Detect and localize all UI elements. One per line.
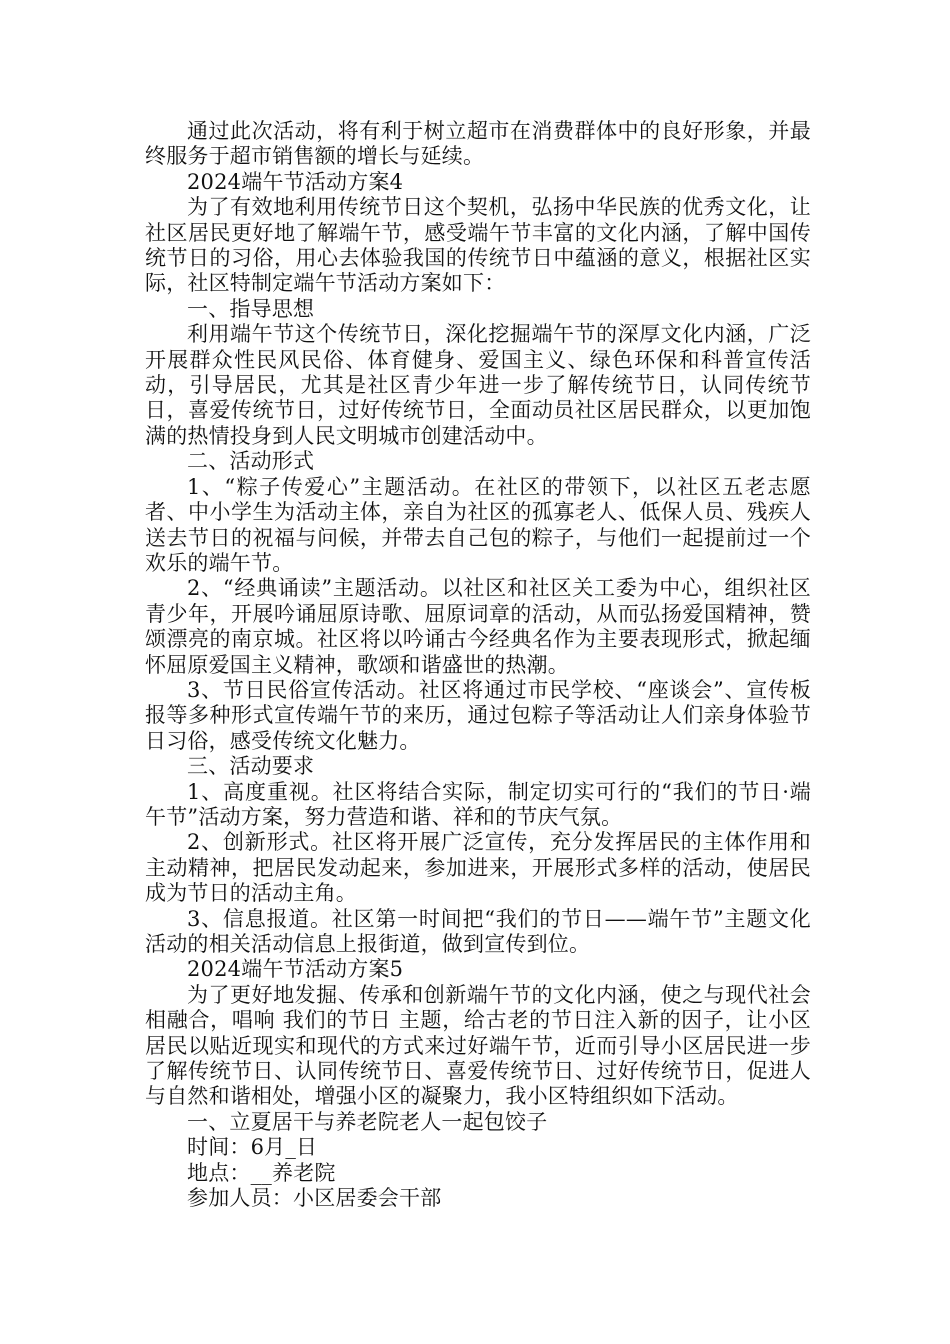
paragraph: 为了有效地利用传统节日这个契机，弘扬中华民族的优秀文化，让社区居民更好地了解端午节，感受端午节丰富的文化内涵，了解中国传统节日的习俗，用心去体验我国的传统节日中蕴涵的意义，根据社区实际，社区特制定端午节活动方案如下： <box>145 195 811 296</box>
section-heading: 三、活动要求 <box>187 754 315 779</box>
section-heading: 2024端午节活动方案4 <box>187 169 404 194</box>
section-heading: 二、活动形式 <box>187 449 315 474</box>
section-heading: 一、立夏居干与养老院老人一起包饺子 <box>187 1109 548 1134</box>
paragraph: 为了更好地发掘、传承和创新端午节的文化内涵，使之与现代社会相融合，唱响 我们的节日 主题，给古老的节日注入新的因子，让小区居民以贴近现实和现代的方式来过好端午节，近而引导小区居民进一步了解传统节日、认同传统节日、喜爱传统节日、过好传统节日，促进人与自然和谐相处，增强小区的凝聚力，我小区特组织如下活动。 <box>145 982 811 1109</box>
section-heading: 一、指导思想 <box>187 296 315 321</box>
document-page <box>145 119 811 1211</box>
paragraph: 通过此次活动，将有利于树立超市在消费群体中的良好形象，并最终服务于超市销售额的增长与延续。 <box>145 119 811 169</box>
paragraph: 1、“粽子传爱心”主题活动。在社区的带领下，以社区五老志愿者、中小学生为活动主体，亲自为社区的孤寡老人、低保人员、残疾人送去节日的祝福与问候，并带去自己包的粽子，与他们一起提前过一个欢乐的端午节。 <box>145 474 811 575</box>
paragraph: 利用端午节这个传统节日，深化挖掘端午节的深厚文化内涵，广泛开展群众性民风民俗、体育健身、爱国主义、绿色环保和科普宣传活动，引导居民，尤其是社区青少年进一步了解传统节日，认同传统节日，喜爱传统节日，过好传统节日，全面动员社区居民群众，以更加饱满的热情投身到人民文明城市创建活动中。 <box>145 322 811 448</box>
paragraph: 1、高度重视。社区将结合实际，制定切实可行的“我们的节日·端午节”活动方案，努力营造和谐、祥和的节庆气氛。 <box>145 779 811 829</box>
section-heading: 2024端午节活动方案5 <box>187 957 404 982</box>
detail-line: 时间：6月_日 <box>187 1135 318 1160</box>
detail-line: 参加人员：小区居委会干部 <box>187 1186 442 1211</box>
paragraph: 3、信息报道。社区第一时间把“我们的节日——端午节”主题文化活动的相关活动信息上报街道，做到宣传到位。 <box>145 906 811 956</box>
paragraph: 3、节日民俗宣传活动。社区将通过市民学校、“座谈会”、宣传板报等多种形式宣传端午节的来历，通过包粽子等活动让人们亲身体验节日习俗，感受传统文化魅力。 <box>145 677 811 753</box>
paragraph: 2、创新形式。社区将开展广泛宣传，充分发挥居民的主体作用和主动精神，把居民发动起来，参加进来，开展形式多样的活动，使居民成为节日的活动主角。 <box>145 830 811 906</box>
paragraph: 2、“经典诵读”主题活动。以社区和社区关工委为中心，组织社区青少年，开展吟诵屈原诗歌、屈原词章的活动，从而弘扬爱国精神，赞颂漂亮的南京城。社区将以吟诵古今经典名作为主要表现形式，掀起缅怀屈原爱国主义精神，歌颂和谐盛世的热潮。 <box>145 576 811 677</box>
detail-line: 地点：__养老院 <box>187 1160 336 1185</box>
